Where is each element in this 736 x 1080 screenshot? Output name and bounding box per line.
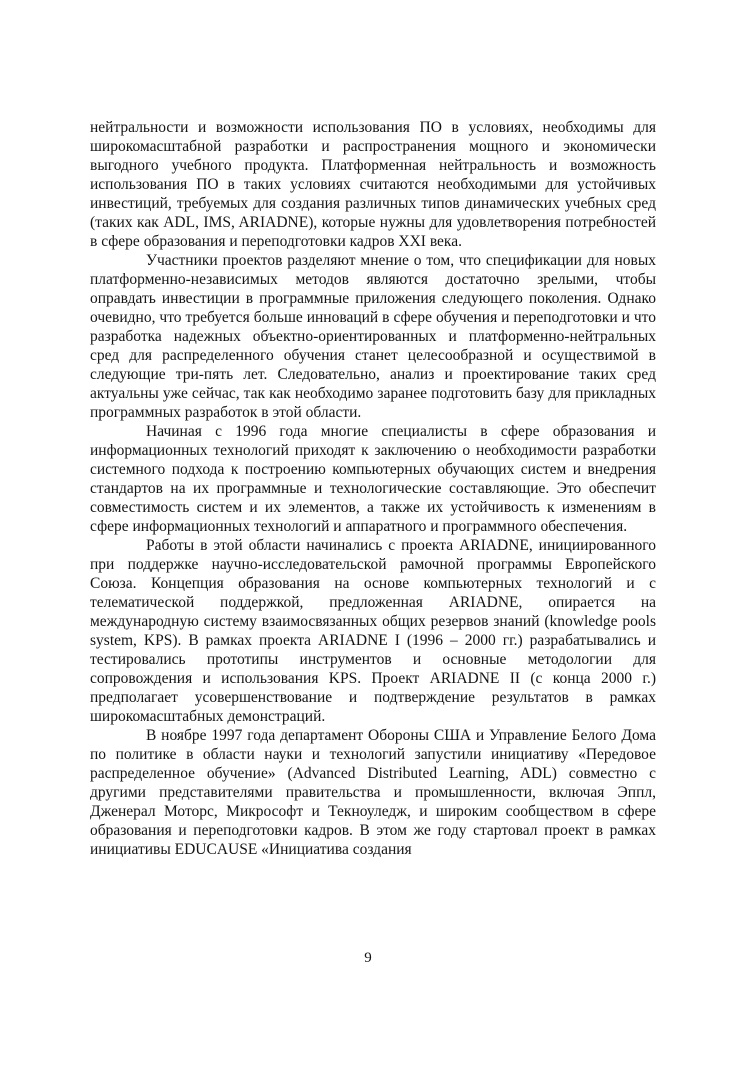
paragraph-2: Участники проектов разделяют мнение о том, что спецификации для новых платформенно-независимых методов являются достаточно зрелыми, чтобы оправдать инвестиции в программные приложения следующего поколения. Однако очевидно, что требуется больше инноваций в сфере обучения и переподготовки и что разработка надежных объектно-ориентированных и платформенно-нейтральных сред для распределенного обучения станет целесообразной и осуществимой в следующие три-пять лет. Следовательно, анализ и проектирование таких сред актуальны уже сейчас, так как необходимо заранее подготовить базу для прикладных программных разработок в этой области. xyxy=(90,252,656,421)
body-text xyxy=(90,118,656,859)
paragraph-3: Начиная с 1996 года многие специалисты в сфере образования и информационных технологий приходят к заключению о необходимости разработки системного подхода к построению компьютерных обучающих систем и внедрения стандартов на их программные и технологические составляющие. Это обеспечит совместимость систем и их элементов, а также их устойчивость к изменениям в сфере информационных технологий и аппаратного и программного обеспечения. xyxy=(90,423,656,535)
paragraph-5: В ноябре 1997 года департамент Обороны США и Управление Белого Дома по политике в области науки и технологий запустили инициативу «Передовое распределенное обучение» (Advanced Distributed Learning, ADL) совместно с другими представителями правительства и промышленности, включая Эппл, Дженерал Моторс, Микрософт и Текноуледж, и широким сообществом в сфере образования и переподготовки кадров. В этом же году стартовал проект в рамках инициативы EDUCAUSE «Инициатива создания xyxy=(90,727,656,858)
paragraph-4: Работы в этой области начинались с проекта ARIADNE, инициированного при поддержке научно-исследовательской рамочной программы Европейского Союза. Концепция образования на основе компьютерных технологий и с телематической поддержкой, предложенная ARIADNE, опирается на международную систему взаимосвязанных общих резервов знаний (knowledge pools system, KPS). В рамках проекта ARIADNE I (1996 – 2000 гг.) разрабатывались и тестировались прототипы инструментов и основные методологии для сопровождения и использования KPS. Проект ARIADNE II (с конца 2000 г.) предполагает усовершенствование и подтверждение результатов в рамках широкомасштабных демонстраций. xyxy=(90,537,656,725)
paragraph-1: нейтральности и возможности использования ПО в условиях, необходимы для широкомасштабной разработки и распространения мощного и экономически выгодного учебного продукта. Платформенная нейтральность и возможность использования ПО в таких условиях считаются необходимыми для устойчивых инвестиций, требуемых для создания различных типов динамических учебных сред (таких как ADL, IMS, ARIADNE), которые нужны для удовлетворения потребностей в сфере образования и переподготовки кадров XXI века. xyxy=(90,119,656,250)
page-number: 9 xyxy=(364,950,372,966)
